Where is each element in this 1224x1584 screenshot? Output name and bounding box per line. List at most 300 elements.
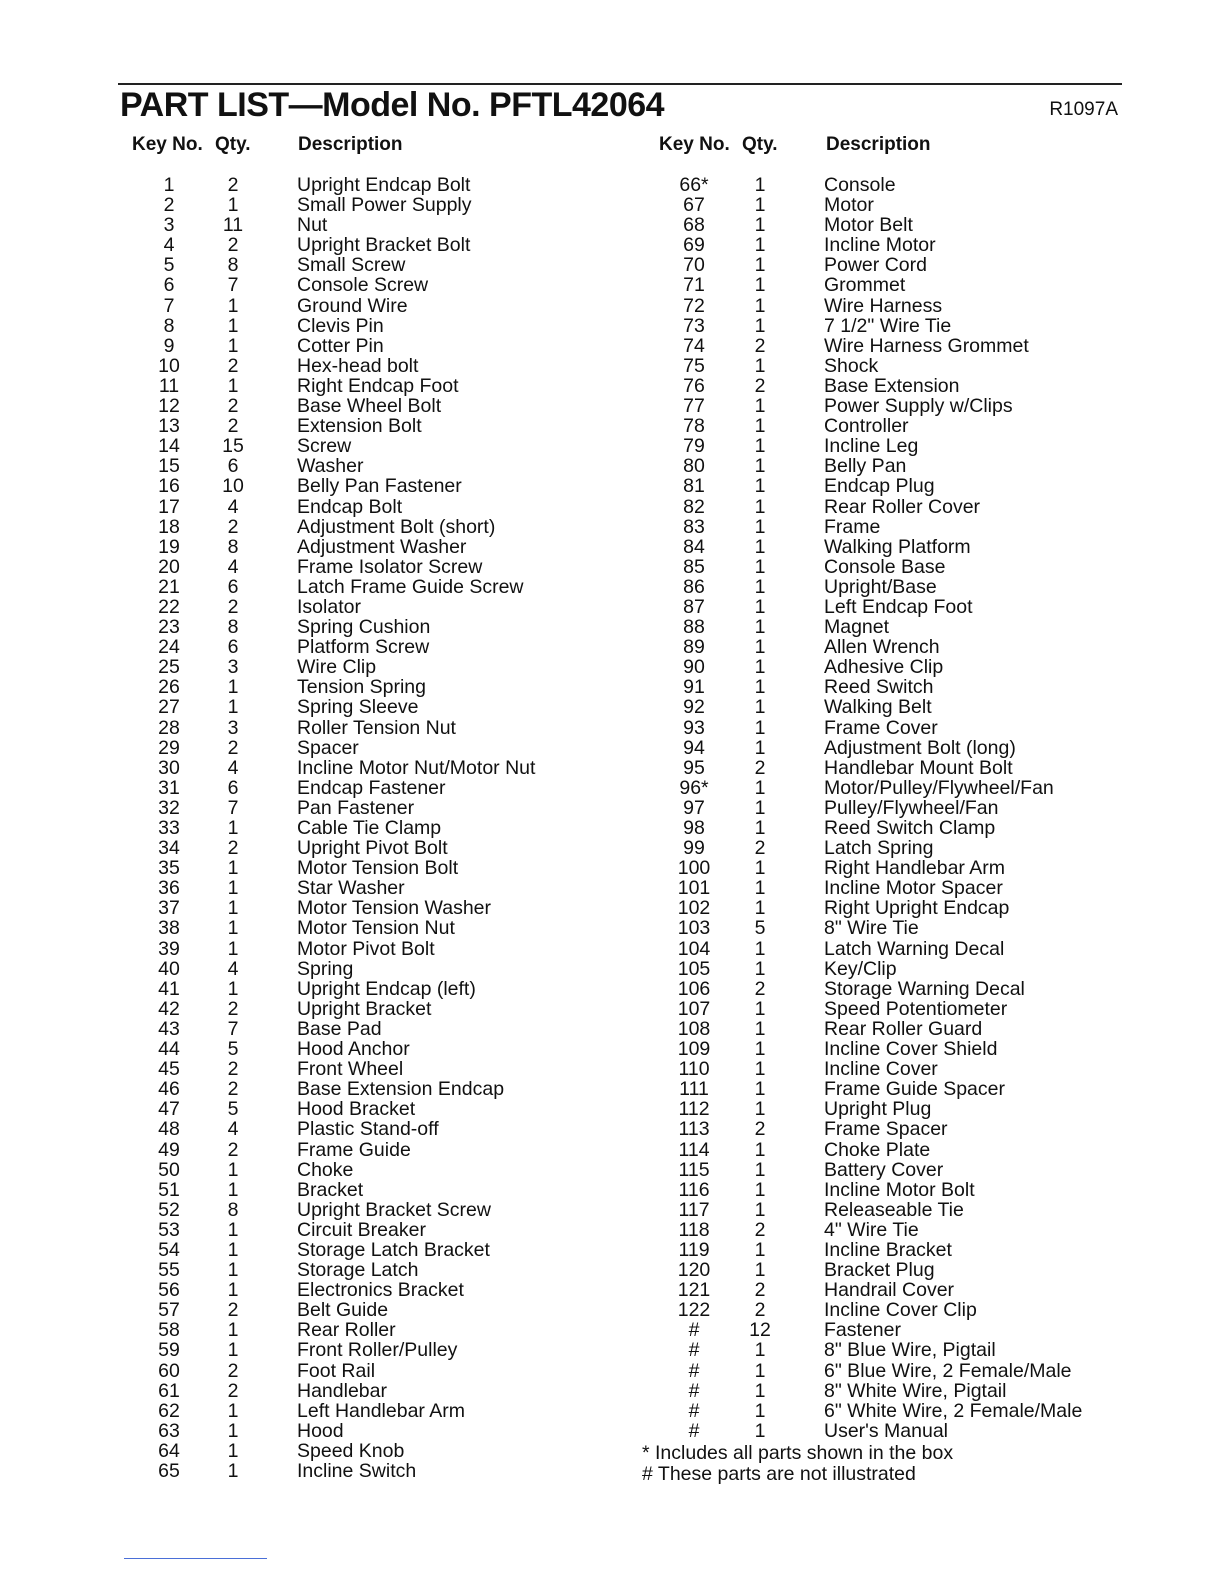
part-description: Incline Motor [824,234,936,257]
part-description: Power Supply w/Clips [824,395,1013,418]
part-row [0,1260,612,1280]
part-description: Magnet [824,616,890,639]
part-key: 89 [683,636,705,659]
part-row [612,356,1224,376]
part-row [612,898,1224,918]
part-key: 117 [678,1198,710,1221]
part-description: Frame [824,515,881,538]
part-row [0,918,612,938]
part-qty: 12 [749,1319,771,1342]
part-description: 8" White Wire, Pigtail [824,1379,1007,1402]
part-description: Choke Plate [824,1138,931,1161]
part-qty: 1 [754,1359,766,1382]
part-qty: 10 [222,475,244,498]
part-qty: 1 [754,696,766,719]
part-key: 76 [683,374,705,397]
part-qty: 7 [227,274,239,297]
part-row [0,316,612,336]
part-description: Upright Bracket Bolt [297,234,471,257]
part-qty: 1 [754,1399,766,1422]
right-desc-header: Description [826,134,931,155]
part-qty: 3 [227,716,239,739]
part-key: 82 [683,495,705,518]
part-qty: 1 [227,977,239,1000]
part-key: # [688,1419,700,1442]
part-description: Cotter Pin [297,334,384,357]
part-key: 45 [158,1058,180,1081]
part-description: Belt Guide [297,1299,389,1322]
part-key: 27 [158,696,180,719]
part-qty: 1 [754,455,766,478]
part-row [0,1200,612,1220]
part-description: Latch Spring [824,837,934,860]
part-description: Incline Cover [824,1058,938,1081]
part-key: 114 [678,1138,710,1161]
part-description: Latch Frame Guide Screw [297,575,524,598]
part-description: Incline Motor Spacer [824,877,1003,900]
part-qty: 1 [754,475,766,498]
part-key: 104 [677,937,711,960]
part-qty: 1 [227,676,239,699]
part-row [0,396,612,416]
part-qty: 2 [227,1299,239,1322]
part-qty: 2 [754,1118,766,1141]
part-description: Upright Bracket [297,997,432,1020]
part-key: 61 [158,1379,180,1402]
part-key: 40 [158,957,180,980]
part-key: 122 [677,1299,711,1322]
hash-note: # These parts are not illustrated [642,1463,916,1485]
part-description: Base Extension Endcap [297,1078,505,1101]
part-qty: 6 [227,575,239,598]
part-key: 19 [158,535,180,558]
part-description: Console Screw [297,274,429,297]
part-key: 23 [158,616,180,639]
part-key: 32 [158,796,180,819]
part-row [612,1059,1224,1079]
part-qty: 2 [227,997,239,1020]
right-qty-header: Qty. [742,134,778,155]
part-qty: 7 [227,796,239,819]
part-description: Power Cord [824,254,927,277]
part-description: Washer [297,455,364,478]
part-description: Clevis Pin [297,314,384,337]
part-qty: 1 [227,1319,239,1342]
part-key: 60 [158,1359,180,1382]
part-row [0,1441,612,1461]
part-description: Base Wheel Bolt [297,395,442,418]
part-row [612,195,1224,215]
part-description: Front Roller/Pulley [297,1339,458,1362]
part-row [612,1401,1224,1421]
part-description: Shock [824,354,879,377]
part-key: # [688,1399,700,1422]
part-key: 2 [163,194,175,217]
part-description: Wire Clip [297,656,377,679]
part-key: 121 [677,1279,711,1302]
part-description: Battery Cover [824,1158,944,1181]
part-row [0,296,612,316]
part-key: 68 [683,214,705,237]
part-key: 65 [158,1460,180,1482]
part-key: 59 [158,1339,180,1362]
part-key: 39 [158,937,180,960]
part-description: Endcap Bolt [297,495,403,518]
top-rule [118,83,1122,85]
part-key: 34 [158,837,180,860]
part-row [0,436,612,456]
part-qty: 3 [227,656,239,679]
part-key: 42 [158,997,180,1020]
part-qty: 1 [227,696,239,719]
part-qty: 2 [227,1058,239,1081]
parts-list-right [612,175,1224,1441]
part-key: 53 [158,1218,180,1241]
part-qty: 1 [754,937,766,960]
part-description: Spring Cushion [297,616,431,639]
part-row [0,175,612,195]
part-qty: 1 [227,817,239,839]
part-row [0,376,612,396]
part-key: 97 [683,796,705,819]
part-key: 91 [683,676,705,699]
part-qty: 1 [754,676,766,699]
part-key: 96* [679,776,709,799]
part-key: 58 [158,1319,180,1342]
part-key: 103 [677,917,711,940]
part-key: 35 [158,857,180,880]
part-description: Choke [297,1158,354,1181]
part-row [0,979,612,999]
part-qty: 1 [754,1017,766,1040]
part-description: Motor Tension Bolt [297,857,459,880]
part-description: Platform Screw [297,636,430,659]
part-key: 9 [163,334,175,357]
part-row [0,758,612,778]
part-key: 107 [677,997,711,1020]
part-row [612,838,1224,858]
part-qty: 1 [754,1259,766,1282]
part-row [0,1160,612,1180]
part-row [612,416,1224,436]
part-qty: 1 [754,1098,766,1121]
part-key: 90 [683,656,705,679]
part-key: 119 [678,1238,710,1261]
part-description: Pulley/Flywheel/Fan [824,796,999,819]
part-key: 115 [678,1158,710,1181]
part-description: Right Upright Endcap [824,897,1010,920]
asterisk-note: * Includes all parts shown in the box [642,1442,954,1464]
part-key: 88 [683,616,705,639]
part-key: 10 [158,354,180,377]
part-key: 72 [683,294,705,317]
part-qty: 1 [754,595,766,618]
part-row [0,1320,612,1340]
part-qty: 1 [754,877,766,900]
part-qty: 1 [754,857,766,880]
part-description: Wire Harness Grommet [824,334,1029,357]
part-description: Belly Pan [824,455,907,478]
part-row [612,175,1224,195]
part-row [0,235,612,255]
part-row [612,697,1224,717]
part-qty: 1 [754,274,766,297]
part-qty: 1 [754,716,766,739]
part-row [612,1180,1224,1200]
part-row [0,738,612,758]
part-description: Frame Isolator Screw [297,555,483,578]
part-row [0,336,612,356]
part-row [612,1240,1224,1260]
part-description: Key/Clip [824,957,897,980]
part-qty: 1 [754,957,766,980]
part-description: Incline Cover Shield [824,1038,998,1061]
part-key: 5 [163,254,175,277]
part-key: 100 [677,857,711,880]
part-qty: 2 [754,756,766,779]
part-qty: 1 [754,736,766,759]
part-qty: 2 [227,234,239,257]
part-key: 11 [158,374,180,397]
part-qty: 1 [754,1238,766,1261]
part-description: Latch Warning Decal [824,937,1005,960]
part-qty: 2 [227,736,239,759]
part-description: Frame Guide Spacer [824,1078,1005,1101]
part-description: Adjustment Bolt (long) [824,736,1016,759]
part-description: Incline Motor Nut/Motor Nut [297,756,536,779]
part-row [612,1320,1224,1340]
part-description: Storage Warning Decal [824,977,1025,1000]
part-key: 31 [158,776,180,799]
part-qty: 1 [227,294,239,317]
part-qty: 8 [227,616,239,639]
part-key: 94 [683,736,705,759]
part-description: Bracket Plug [824,1259,935,1282]
part-row [0,1180,612,1200]
part-key: 120 [677,1259,711,1282]
part-description: Small Power Supply [297,194,472,217]
part-qty: 2 [227,515,239,538]
part-description: Upright Endcap Bolt [297,174,471,196]
part-description: 6" White Wire, 2 Female/Male [824,1399,1083,1422]
part-description: Frame Spacer [824,1118,948,1141]
part-qty: 2 [227,174,239,196]
part-row [0,657,612,677]
part-row [612,1280,1224,1300]
part-description: Motor Tension Nut [297,917,455,940]
part-key: 69 [683,234,705,257]
part-row [0,878,612,898]
part-description: Base Pad [297,1017,382,1040]
part-key: 98 [683,817,705,839]
part-description: Tension Spring [297,676,426,699]
part-row [612,336,1224,356]
part-qty: 1 [227,937,239,960]
part-description: Allen Wrench [824,636,940,659]
part-key: 106 [677,977,711,1000]
part-description: Foot Rail [297,1359,376,1382]
part-key: 46 [158,1078,180,1101]
part-key: 15 [158,455,180,478]
part-description: Upright/Base [824,575,937,598]
part-description: Handlebar Mount Bolt [824,756,1013,779]
part-qty: 1 [754,575,766,598]
bottom-rule [124,1558,267,1559]
part-qty: 1 [754,294,766,317]
part-qty: 1 [754,1038,766,1061]
part-key: 109 [677,1038,711,1061]
part-key: 47 [158,1098,180,1121]
part-row [0,1421,612,1441]
part-qty: 1 [754,435,766,458]
part-qty: 2 [227,415,239,438]
part-key: 1 [163,174,175,196]
part-qty: 6 [227,455,239,478]
part-row [612,557,1224,577]
parts-list-left [0,175,612,1481]
part-row [0,1461,612,1481]
part-description: Motor Tension Washer [297,897,492,920]
part-description: Small Screw [297,254,406,277]
part-qty: 1 [754,1138,766,1161]
part-description: Incline Motor Bolt [824,1178,975,1201]
part-qty: 1 [754,555,766,578]
part-qty: 1 [227,1178,239,1201]
document-id: R1097A [1049,99,1118,120]
part-row [0,557,612,577]
part-description: Walking Platform [824,535,971,558]
part-qty: 1 [754,1419,766,1442]
part-qty: 1 [754,415,766,438]
part-key: 18 [158,515,180,538]
part-qty: 1 [754,194,766,217]
part-description: Controller [824,415,909,438]
part-description: Cable Tie Clamp [297,817,442,839]
part-description: Fastener [824,1319,901,1342]
part-description: Upright Plug [824,1098,932,1121]
part-key: # [688,1379,700,1402]
part-qty: 2 [227,1078,239,1101]
part-row [612,1361,1224,1381]
part-key: 48 [158,1118,180,1141]
part-row [0,1119,612,1139]
part-description: Spacer [297,736,359,759]
part-row [612,1340,1224,1360]
part-qty: 1 [754,1078,766,1101]
part-row [612,577,1224,597]
part-row [612,798,1224,818]
part-description: Grommet [824,274,906,297]
part-key: 56 [158,1279,180,1302]
part-description: Speed Potentiometer [824,997,1008,1020]
part-description: Upright Pivot Bolt [297,837,448,860]
part-qty: 1 [754,174,766,196]
part-key: 51 [158,1178,180,1201]
part-key: 26 [158,676,180,699]
part-row [612,296,1224,316]
part-row [612,537,1224,557]
part-description: Walking Belt [824,696,932,719]
part-row [0,858,612,878]
part-row [612,1079,1224,1099]
part-qty: 1 [754,214,766,237]
part-key: 93 [683,716,705,739]
part-qty: 1 [754,234,766,257]
part-description: Incline Bracket [824,1238,952,1261]
part-description: Incline Cover Clip [824,1299,977,1322]
part-qty: 1 [754,897,766,920]
part-row [0,195,612,215]
part-description: Base Extension [824,374,960,397]
part-key: 29 [158,736,180,759]
part-row [612,1260,1224,1280]
part-qty: 1 [227,917,239,940]
part-key: 16 [158,475,180,498]
part-row [612,778,1224,798]
part-qty: 2 [227,837,239,860]
part-description: Right Handlebar Arm [824,857,1006,880]
part-row [0,838,612,858]
part-row [612,858,1224,878]
part-qty: 1 [754,354,766,377]
part-description: Right Endcap Foot [297,374,459,397]
part-row [0,1381,612,1401]
part-row [612,517,1224,537]
part-qty: 8 [227,535,239,558]
part-description: Isolator [297,595,361,618]
part-key: 13 [158,415,180,438]
part-row [0,1039,612,1059]
part-description: Storage Latch Bracket [297,1238,490,1261]
part-row [0,778,612,798]
part-row [612,1039,1224,1059]
part-qty: 4 [227,495,239,518]
part-row [612,215,1224,235]
part-qty: 5 [754,917,766,940]
part-key: 28 [158,716,180,739]
part-qty: 1 [754,314,766,337]
part-key: 30 [158,756,180,779]
part-qty: 1 [227,374,239,397]
part-row [0,697,612,717]
part-key: 78 [683,415,705,438]
part-row [612,959,1224,979]
part-qty: 1 [754,1058,766,1081]
part-description: Reed Switch Clamp [824,817,996,839]
part-row [612,999,1224,1019]
part-row [0,718,612,738]
part-row [0,497,612,517]
part-description: Frame Guide [297,1138,411,1161]
part-description: Adhesive Clip [824,656,944,679]
part-row [612,918,1224,938]
part-key: # [688,1319,700,1342]
part-key: 57 [158,1299,180,1322]
part-key: 112 [678,1098,710,1121]
part-qty: 8 [227,1198,239,1221]
part-key: 62 [158,1399,180,1422]
part-description: Upright Endcap (left) [297,977,476,1000]
part-row [612,758,1224,778]
part-description: Star Washer [297,877,405,900]
part-key: 6 [163,274,175,297]
part-qty: 2 [227,354,239,377]
part-key: 52 [158,1198,180,1221]
part-qty: 1 [754,997,766,1020]
part-description: Ground Wire [297,294,408,317]
part-key: 3 [163,214,175,237]
part-key: 49 [158,1138,180,1161]
